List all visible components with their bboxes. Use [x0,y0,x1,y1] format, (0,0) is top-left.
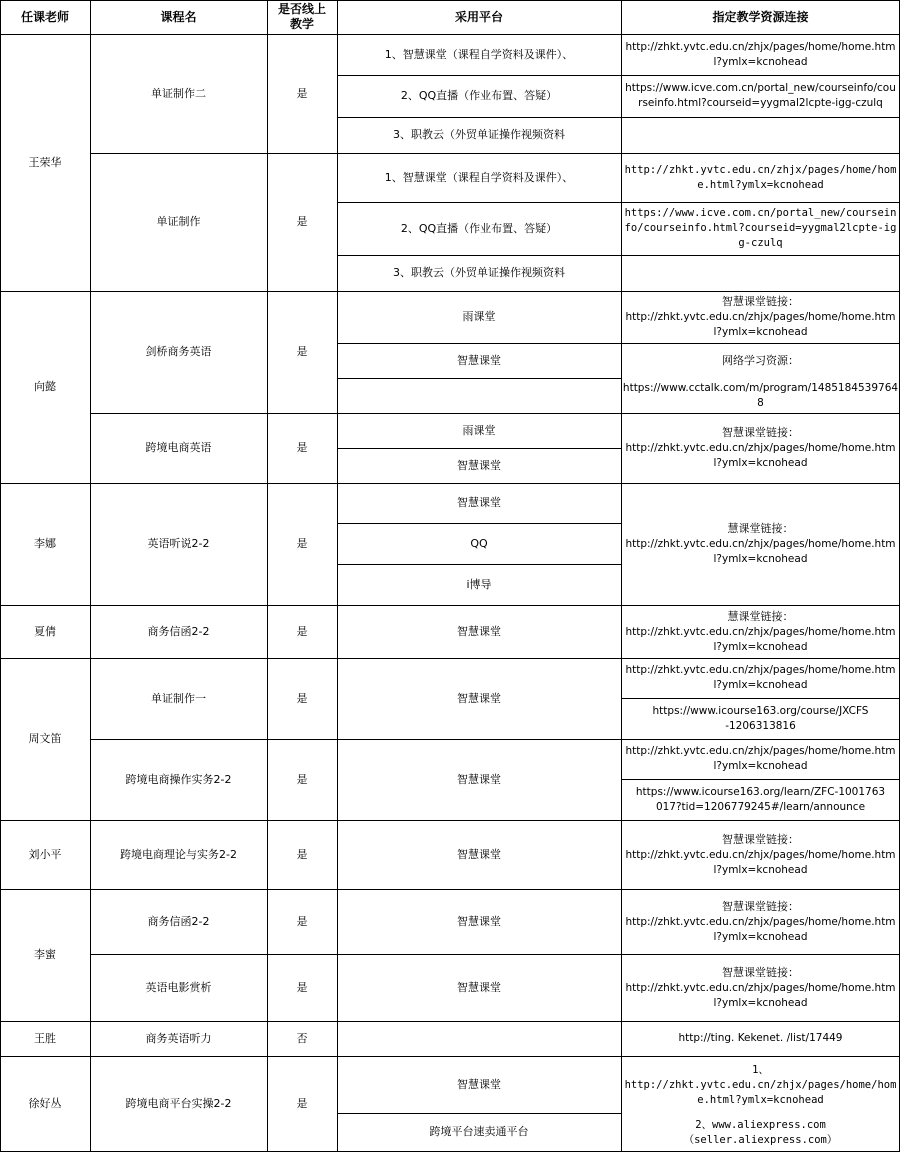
resource-label: 智慧课堂链接： [722,295,799,308]
resource-link[interactable]: https://www.icve.com.cn/portal_new/courseinfo/courseinfo.html?courseid=yygmal2lcpte-igg-czulq [625,82,896,109]
resource-link[interactable]: https://www.icourse163.org/course/JXCFS-1206313816 [652,704,869,732]
resource-link[interactable]: http://zhkt.yvtc.edu.cn/zhjx/pages/home/home.html?ymlx=kcnohead [625,311,896,338]
online-cell: 是 [296,624,308,638]
resource-link[interactable]: http://zhkt.yvtc.edu.cn/zhjx/pages/home/home.html?ymlx=kcnohead [625,538,896,565]
platform-cell: 1、智慧课堂（课程自学资料及课件）、 [384,170,574,184]
online-cell: 是 [296,86,308,100]
course-cell: 跨境电商操作实务2-2 [125,772,232,786]
platform-cell: 智慧课堂 [457,353,501,367]
platform-cell: 智慧课堂 [457,847,501,861]
header-course: 课程名 [160,9,197,24]
header-teacher: 任课老师 [20,9,69,24]
resource-label: 网络学习资源： [722,353,799,367]
resource-label: 慧课堂链接： [727,609,794,623]
teacher-cell: 李蜜 [34,948,56,961]
platform-cell: 2、QQ直播（作业布置、答疑） [400,221,558,235]
resource-label: 智慧课堂链接： [722,832,799,846]
online-cell: 是 [296,772,308,786]
resource-cell [621,483,900,605]
online-cell: 是 [296,441,308,454]
platform-cell: QQ [470,536,488,550]
resource-label: 智慧课堂链接： [722,426,799,439]
platform-cell: 雨课堂 [462,423,496,437]
resource-link[interactable]: https://www.icourse163.org/learn/ZFC-1001763017?tid=1206779245#/learn/announce [635,785,886,813]
platform-cell: 跨境平台速卖通平台 [429,1125,529,1138]
course-cell: 商务信函2-2 [147,624,210,638]
resource-link[interactable]: http://zhkt.yvtc.edu.cn/zhjx/pages/home/home.html?ymlx=kcnohead [625,745,896,772]
course-cell: 跨境电商平台实操2-2 [125,1096,232,1110]
resource-link[interactable]: （seller.aliexpress.com） [683,1133,838,1146]
resource-label: 智慧课堂链接： [722,965,799,979]
resource-cell [621,413,900,483]
platform-cell: 2、QQ直播（作业布置、答疑） [400,89,558,102]
resource-cell [621,954,900,1021]
teacher-cell: 王荣华 [28,155,62,169]
resource-cell [621,889,900,954]
platform-cell: 智慧课堂 [457,458,501,472]
platform-cell: 智慧课堂 [457,691,501,705]
course-cell: 英语听说2-2 [147,537,210,550]
online-cell: 是 [296,980,308,994]
online-cell: 是 [296,345,308,358]
platform-cell: 3、职教云（外贸单证操作视频资料 [393,266,565,279]
resource-link[interactable]: http://ting. Kekenet. /list/17449 [678,1032,843,1044]
resource-cell [621,820,900,889]
course-cell: 商务信函2-2 [147,914,210,928]
resource-link[interactable]: http://zhkt.yvtc.edu.cn/zhjx/pages/home/home.html?ymlx=kcnohead [624,1079,897,1106]
teacher-cell: 王胜 [34,1031,56,1045]
course-cell: 单证制作一 [151,691,206,705]
online-cell: 是 [296,1096,308,1110]
platform-cell: 智慧课堂 [457,624,501,638]
platform-cell: 智慧课堂 [457,980,501,994]
header-platform: 采用平台 [454,9,503,24]
resource-link[interactable]: 2、www.aliexpress.com [695,1118,826,1131]
platform-cell: 智慧课堂 [457,772,501,786]
teacher-cell: 周文笛 [28,732,62,745]
teacher-cell: 夏倩 [34,624,56,638]
course-cell: 跨境电商理论与实务2-2 [120,847,237,861]
platform-cell: i博导 [466,577,492,591]
course-cell: 单证制作 [156,215,201,228]
teacher-cell: 向懿 [34,380,56,393]
resource-link[interactable]: https://www.cctalk.com/m/program/14851845397648 [622,381,899,409]
header-resource: 指定教学资源连接 [712,9,809,24]
resource-cell [621,605,900,658]
online-cell: 是 [296,537,308,550]
platform-cell: 1、智慧课堂（课程自学资料及课件）、 [384,47,574,61]
resource-link[interactable]: http://zhkt.yvtc.edu.cn/zhjx/pages/home/home.html?ymlx=kcnohead [625,848,896,876]
platform-cell: 智慧课堂 [457,914,501,928]
course-cell: 英语电影赏析 [145,980,212,994]
platform-cell: 雨课堂 [462,310,496,323]
resource-cell [621,1058,900,1113]
resource-link[interactable]: http://zhkt.yvtc.edu.cn/zhjx/pages/home/home.html?ymlx=kcnohead [625,915,896,943]
resource-link[interactable]: http://zhkt.yvtc.edu.cn/zhjx/pages/home/home.html?ymlx=kcnohead [625,442,896,469]
resource-link[interactable]: http://zhkt.yvtc.edu.cn/zhjx/pages/home/home.html?ymlx=kcnohead [625,40,896,68]
course-cell: 商务英语听力 [145,1031,212,1045]
resource-link[interactable]: http://zhkt.yvtc.edu.cn/zhjx/pages/home/home.html?ymlx=kcnohead [625,981,896,1009]
resource-link[interactable]: https://www.icve.com.cn/portal_new/courseinfo/courseinfo.html?courseid=yygmal2lcpte-igg-czulq [624,207,897,249]
online-cell: 是 [296,215,308,228]
platform-cell: 智慧课堂 [457,496,501,509]
online-cell: 否 [296,1031,308,1045]
online-cell: 是 [296,914,308,928]
resource-link[interactable]: http://zhkt.yvtc.edu.cn/zhjx/pages/home/home.html?ymlx=kcnohead [625,664,896,691]
header-online: 是否线上教学 [277,2,326,31]
platform-cell: 智慧课堂 [457,1077,501,1091]
resource-number: 1、 [752,1064,769,1076]
platform-cell: 3、职教云（外贸单证操作视频资料 [393,128,565,141]
teacher-cell: 徐好丛 [28,1096,62,1110]
resource-label: 智慧课堂链接： [722,899,799,913]
online-cell: 是 [296,847,308,861]
resource-cell [621,1115,900,1150]
resource-cell [621,291,900,343]
resource-label: 慧课堂链接： [727,522,794,535]
online-cell: 是 [296,691,308,705]
course-cell: 剑桥商务英语 [145,345,212,358]
resource-link[interactable]: http://zhkt.yvtc.edu.cn/zhjx/pages/home/home.html?ymlx=kcnohead [625,625,896,653]
resource-link[interactable]: http://zhkt.yvtc.edu.cn/zhjx/pages/home/home.html?ymlx=kcnohead [624,163,897,191]
teacher-cell: 刘小平 [28,847,62,861]
course-cell: 跨境电商英语 [145,441,212,454]
course-cell: 单证制作二 [151,86,206,100]
teacher-cell: 李娜 [34,537,56,550]
